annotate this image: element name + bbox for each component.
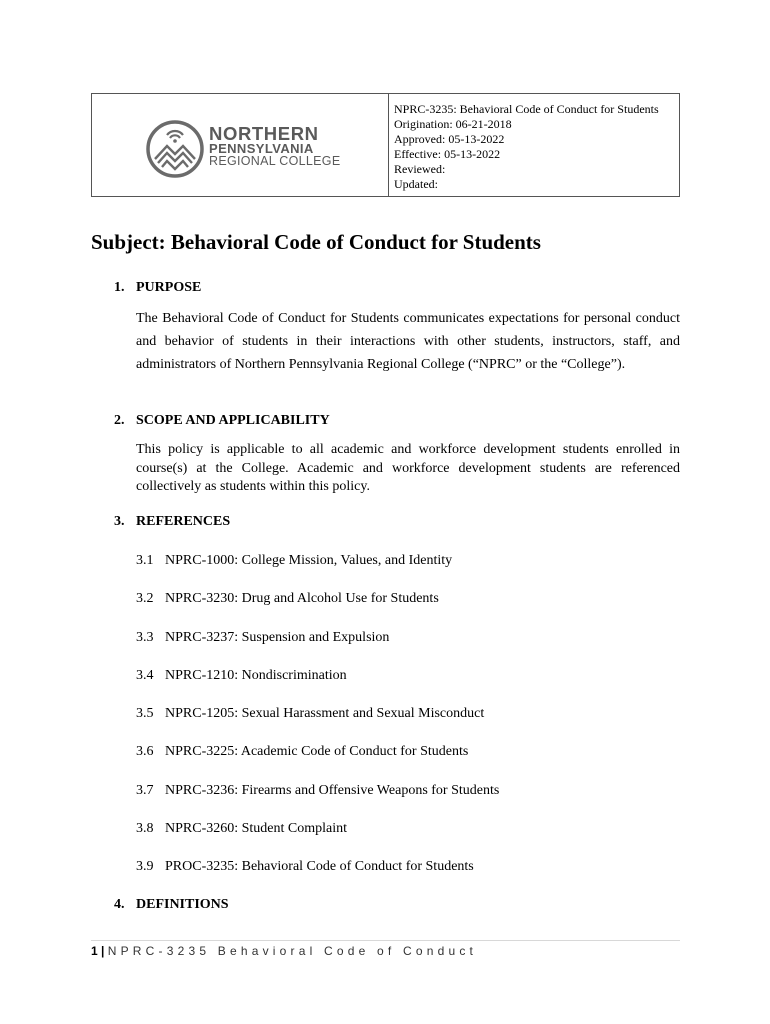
logo-line-1: NORTHERN [209, 123, 319, 144]
logo-line-3: REGIONAL COLLEGE [209, 154, 341, 168]
reference-item: 3.2 NPRC-3230: Drug and Alcohol Use for Students [136, 591, 439, 606]
reference-item: 3.1 NPRC-1000: College Mission, Values, and Identity [136, 553, 453, 568]
policy-id: NPRC-3235: Behavioral Code of Conduct for Students [394, 102, 659, 116]
mountains-emblem-icon [145, 119, 205, 179]
reference-item: 3.8 NPRC-3260: Student Complaint [136, 821, 348, 836]
reference-item: 3.6 NPRC-3225: Academic Code of Conduct for Students [136, 744, 469, 759]
logo-line-2: PENNSYLVANIA [209, 141, 314, 156]
footer-separator: | [101, 944, 105, 958]
effective-date: Effective: 05-13-2022 [394, 147, 501, 161]
page-title: Subject: Behavioral Code of Conduct for Students [91, 230, 541, 254]
reference-item: 3.3 NPRC-3237: Suspension and Expulsion [136, 630, 390, 645]
section-heading-scope [114, 413, 330, 429]
section-number: 1. [114, 280, 125, 295]
page-number: 1 [91, 944, 98, 958]
reference-item: 3.9 PROC-3235: Behavioral Code of Conduct for Students [136, 859, 474, 874]
approved-date: Approved: 05-13-2022 [394, 132, 505, 146]
section-title: PURPOSE [136, 280, 202, 295]
reference-item: 3.4 NPRC-1210: Nondiscrimination [136, 668, 347, 683]
purpose-paragraph: The Behavioral Code of Conduct for Students communicates expectations for personal conduct and behavior of students in their interactions with other students, instructors, staff, and administrators of Northern Pennsylvania Regional College (“NPRC” or the “College”). [136, 311, 680, 372]
page-footer [91, 944, 477, 958]
section-heading-definitions [114, 897, 229, 913]
scope-paragraph: This policy is applicable to all academic and workforce development students enrolled in course(s) at the College. Academic and workforce development students are referenced collectively as students within this policy. [136, 442, 680, 494]
section-title: REFERENCES [136, 514, 231, 529]
section-number: 4. [114, 897, 125, 912]
origination-date: Origination: 06-21-2018 [394, 117, 512, 131]
section-title: DEFINITIONS [136, 897, 229, 912]
footer-title: NPRC-3235 Behavioral Code of Conduct [107, 944, 478, 958]
section-heading-references [114, 514, 230, 530]
updated-date: Updated: [394, 177, 438, 191]
document-header-table [91, 93, 680, 197]
college-logo-wordmark [209, 125, 340, 168]
section-number: 3. [114, 514, 125, 529]
section-title: SCOPE AND APPLICABILITY [136, 413, 330, 428]
policy-meta-cell [389, 94, 679, 196]
section-heading-purpose [114, 280, 201, 296]
reference-item: 3.7 NPRC-3236: Firearms and Offensive Weapons for Students [136, 783, 500, 798]
section-number: 2. [114, 413, 125, 428]
reviewed-date: Reviewed: [394, 162, 446, 176]
footer-divider [91, 940, 680, 941]
reference-item: 3.5 NPRC-1205: Sexual Harassment and Sexual Misconduct [136, 706, 485, 721]
logo-cell [92, 94, 389, 196]
